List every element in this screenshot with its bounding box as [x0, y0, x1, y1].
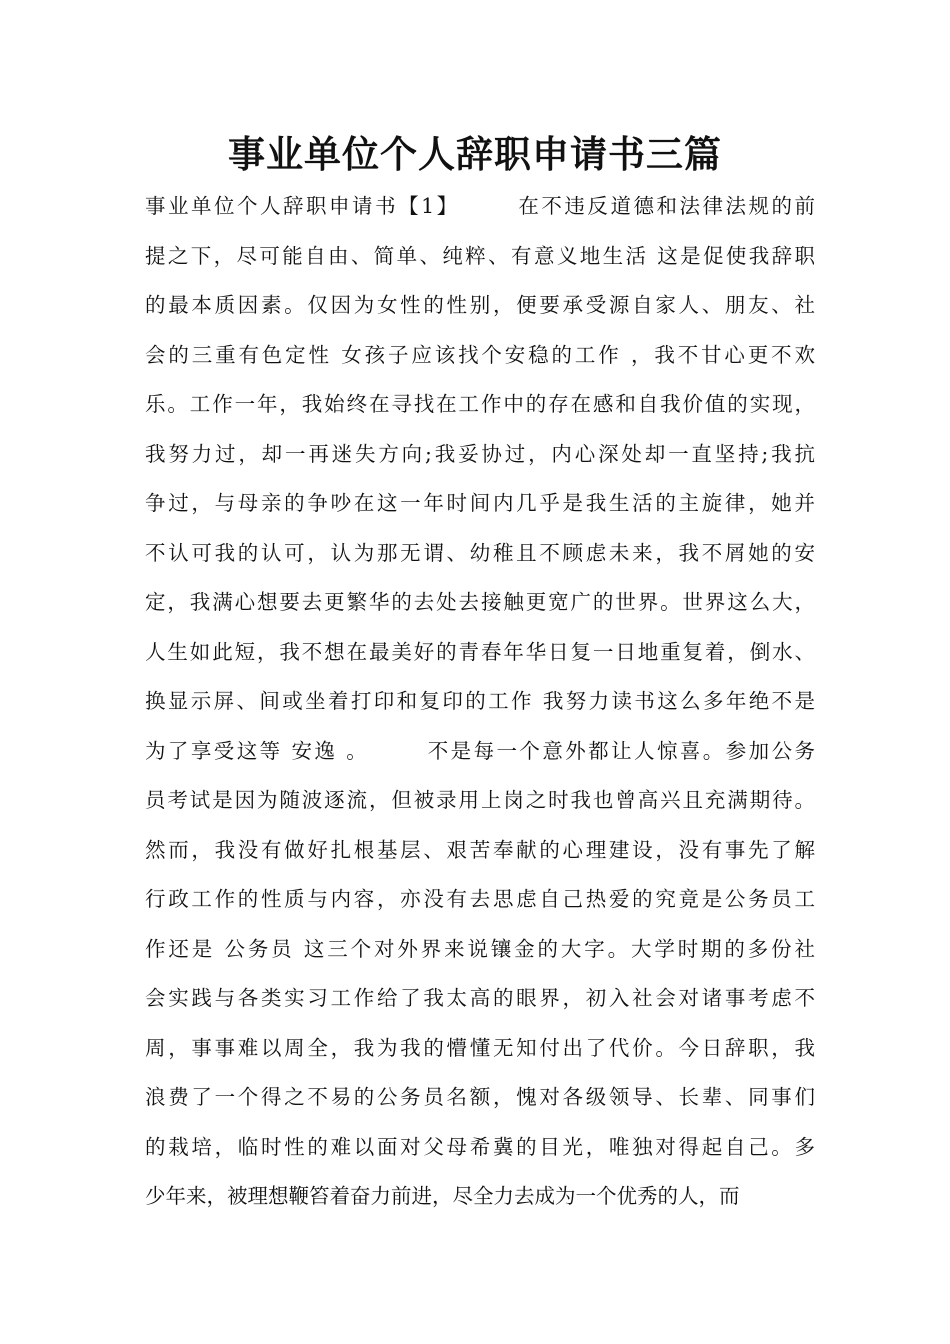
- body-line: 不认可我的认可，认为那无谓、幼稚且不顾虑未来，我不屑她的安: [145, 540, 815, 565]
- body-line: 的栽培，临时性的难以面对父母希冀的目光，唯独对得起自己。多: [145, 1134, 815, 1159]
- body-line: 乐。工作一年，我始终在寻找在工作中的存在感和自我价值的实现，: [145, 392, 815, 416]
- body-line: 浪费了一个得之不易的公务员名额，愧对各级领导、长辈、同事们: [145, 1085, 815, 1109]
- body-line: 然而，我没有做好扎根基层、艰苦奉献的心理建设，没有事先了解: [145, 837, 815, 862]
- body-line: 提之下，尽可能自由、简单、纯粹、有意义地生活 这是促使我辞职: [145, 243, 815, 268]
- body-line: 事业单位个人辞职申请书【1】 在不违反道德和法律法规的前: [145, 194, 815, 218]
- body-line: 为了享受这等 安逸 。 不是每一个意外都让人惊喜。参加公务: [145, 738, 815, 763]
- body-line: 的最本质因素。仅因为女性的性别，便要承受源自家人、朋友、社: [145, 293, 815, 317]
- body-line: 会实践与各类实习工作给了我太高的眼界，初入社会对诸事考虑不: [145, 986, 815, 1010]
- body-line: 争过，与母亲的争吵在这一年时间内几乎是我生活的主旋律，她并: [145, 491, 815, 515]
- body-line: 会的三重有色定性 女孩子应该找个安稳的工作 ，我不甘心更不欢: [145, 342, 815, 367]
- body-line: 少年来，被理想鞭笞着奋力前进，尽全力去成为一个优秀的人，而: [145, 1184, 740, 1208]
- body-line: 周，事事难以周全，我为我的懵懂无知付出了代价。今日辞职，我: [145, 1035, 815, 1060]
- body-line: 我努力过，却一再迷失方向;我妥协过，内心深处却一直坚持;我抗: [145, 441, 815, 466]
- body-line: 换显示屏、间或坐着打印和复印的工作 我努力读书这么多年绝不是: [145, 689, 815, 713]
- body-line: 定，我满心想要去更繁华的去处去接触更宽广的世界。世界这么大，: [145, 590, 815, 614]
- body-line: 员考试是因为随波逐流，但被录用上岗之时我也曾高兴且充满期待。: [145, 788, 815, 812]
- document-body: [145, 182, 815, 1222]
- body-line: 人生如此短，我不想在最美好的青春年华日复一日地重复着，倒水、: [145, 639, 815, 664]
- body-line: 作还是 公务员 这三个对外界来说镶金的大字。大学时期的多份社: [145, 936, 815, 961]
- body-line: 行政工作的性质与内容，亦没有去思虑自己热爱的究竟是公务员工: [145, 887, 815, 911]
- document-title: 事业单位个人辞职申请书三篇: [228, 133, 722, 176]
